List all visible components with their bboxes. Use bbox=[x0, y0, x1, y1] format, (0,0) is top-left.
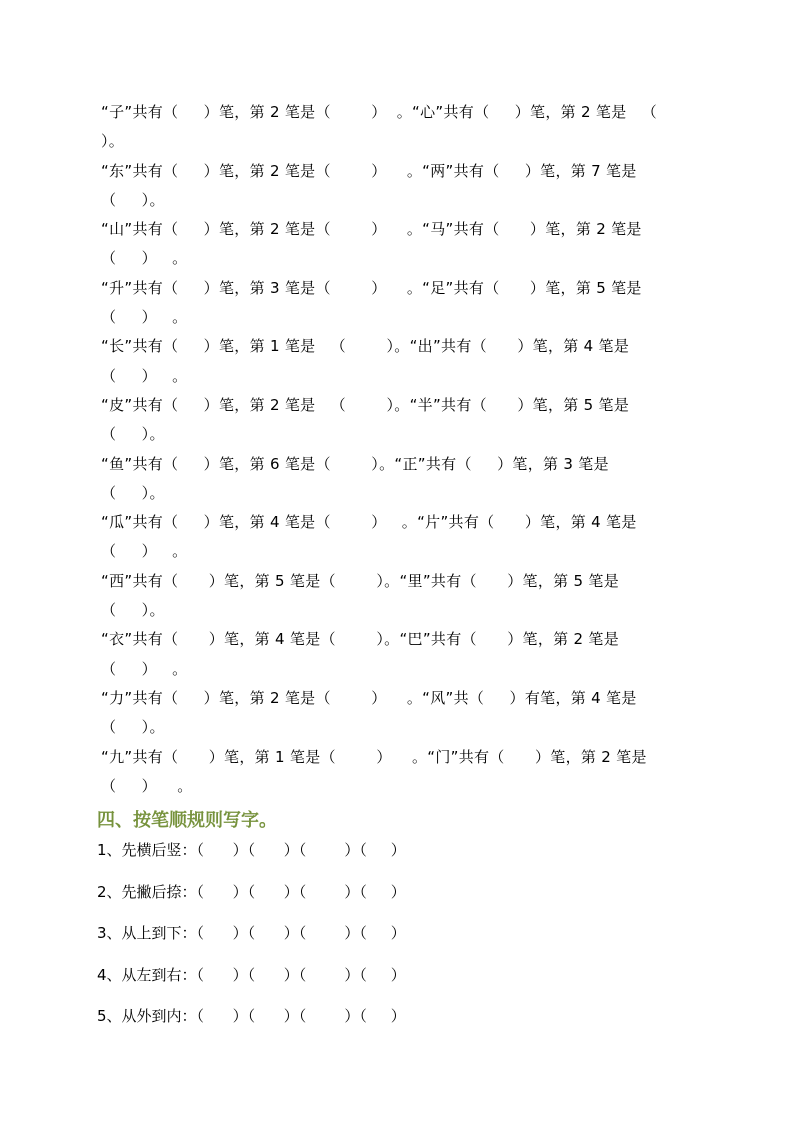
question-line: ）。 bbox=[101, 132, 125, 151]
stroke-count-questions bbox=[101, 98, 701, 801]
question-line: （ ） 。 bbox=[101, 776, 193, 795]
section-heading: 四、按笔顺规则写字。 bbox=[97, 810, 277, 831]
question-line: “九”共有（ ）笔，第 1 笔是（ ） 。“门”共有（ ）笔，第 2 笔是 bbox=[101, 747, 647, 766]
stroke-order-rules bbox=[97, 836, 406, 1044]
rule-item: 4、从左到右：（ ）（ ）（ ）（ ） bbox=[97, 965, 406, 984]
rule-item: 1、先横后竖：（ ）（ ）（ ）（ ） bbox=[97, 841, 406, 859]
question-line: “皮”共有（ ）笔，第 2 笔是 （ ）。“半”共有（ ）笔，第 5 笔是 bbox=[101, 395, 630, 414]
question-line: （ ） 。 bbox=[101, 249, 188, 268]
question-line: （ ）。 bbox=[101, 483, 165, 502]
question-line: （ ） 。 bbox=[101, 366, 188, 385]
question-line: “升”共有（ ）笔，第 3 笔是（ ） 。“足”共有（ ）笔，第 5 笔是 bbox=[101, 278, 642, 297]
question-line: “长”共有（ ）笔，第 1 笔是 （ ）。“出”共有（ ）笔，第 4 笔是 bbox=[101, 337, 630, 356]
rule-item: 5、从外到内：（ ）（ ）（ ）（ ） bbox=[97, 1007, 406, 1025]
question-line: （ ） 。 bbox=[101, 659, 188, 678]
question-line: （ ） 。 bbox=[101, 308, 188, 327]
question-line: “鱼”共有（ ）笔，第 6 笔是（ ）。“正”共有（ ）笔，第 3 笔是 bbox=[101, 454, 609, 473]
question-line: （ ）。 bbox=[101, 190, 165, 209]
rule-item: 2、先撇后捺：（ ）（ ）（ ）（ ） bbox=[97, 882, 406, 901]
question-line: “瓜”共有（ ）笔，第 4 笔是（ ） 。“片”共有（ ）笔，第 4 笔是 bbox=[101, 513, 637, 532]
question-line: “西”共有（ ）笔，第 5 笔是（ ）。“里”共有（ ）笔，第 5 笔是 bbox=[101, 571, 620, 590]
question-line: “东”共有（ ）笔，第 2 笔是（ ） 。“两”共有（ ）笔，第 7 笔是 bbox=[101, 161, 637, 180]
question-line: （ ） 。 bbox=[101, 542, 188, 561]
question-line: “山”共有（ ）笔，第 2 笔是（ ） 。“马”共有（ ）笔，第 2 笔是 bbox=[101, 220, 642, 239]
question-line: “衣”共有（ ）笔，第 4 笔是（ ）。“巴”共有（ ）笔，第 2 笔是 bbox=[101, 630, 620, 649]
question-line: “子”共有（ ）笔，第 2 笔是（ ） 。“心”共有（ ）笔，第 2 笔是 （ bbox=[101, 103, 658, 121]
rule-item: 3、从上到下：（ ）（ ）（ ）（ ） bbox=[97, 924, 406, 942]
question-line: （ ）。 bbox=[101, 718, 165, 737]
question-line: “力”共有（ ）笔，第 2 笔是（ ） 。“风”共（ ）有笔，第 4 笔是 bbox=[101, 688, 637, 707]
question-line: （ ）。 bbox=[101, 425, 165, 444]
question-line: （ ）。 bbox=[101, 601, 165, 620]
